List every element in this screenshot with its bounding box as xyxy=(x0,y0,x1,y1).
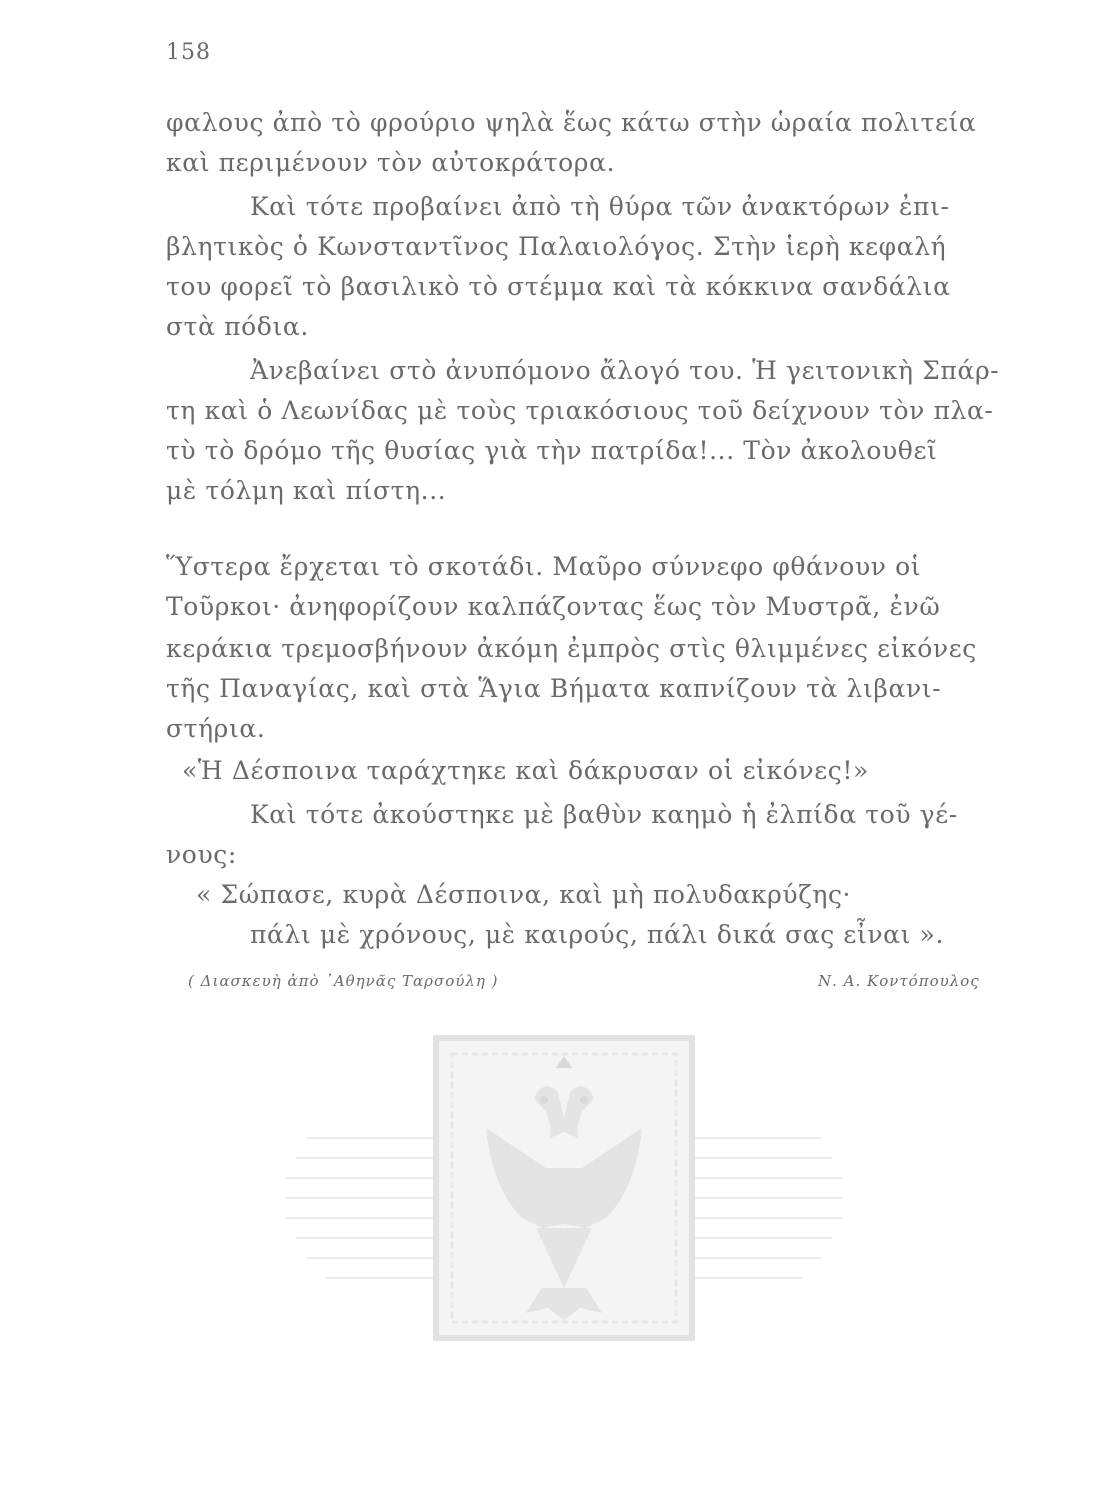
text-line: Ὕστερα ἔρχεται τὸ σκοτάδι. Μαῦρο σύννεφο φθάνουν οἱ xyxy=(166,552,922,581)
text-line: νους: xyxy=(166,840,237,869)
footer-author: Ν. Α. Κοντόπουλος xyxy=(818,972,980,990)
text-line: πάλι μὲ χρόνους, μὲ καιρούς, πάλι δικά σας εἶναι ». xyxy=(250,920,945,949)
text-line: τὺ τὸ δρόμο τῆς θυσίας γιὰ τὴν πατρίδα!... Τὸν ἀκολουθεῖ xyxy=(166,436,938,465)
text-line: κεράκια τρεμοσβήνουν ἀκόμη ἐμπρὸς στὶς θλιμμένες εἰκόνες xyxy=(166,634,977,663)
text-line: καὶ περιμένουν τὸν αὐτοκράτορα. xyxy=(166,148,616,177)
page-number: 158 xyxy=(166,40,211,65)
text-line: Τοῦρκοι· ἀνηφορίζουν καλπάζοντας ἕως τὸν Μυστρᾶ, ἐνῶ xyxy=(166,592,941,621)
text-line: Καὶ τότε ἀκούστηκε μὲ βαθὺν καημὸ ἡ ἐλπίδα τοῦ γέ- xyxy=(250,800,958,829)
text-line: μὲ τόλμη καὶ πίστη... xyxy=(166,476,447,505)
text-line: στὰ πόδια. xyxy=(166,312,309,341)
text-line: « Σώπασε, κυρὰ Δέσποινα, καὶ μὴ πολυδακρύζης· xyxy=(196,880,852,909)
text-line: Καὶ τότε προβαίνει ἀπὸ τὴ θύρα τῶν ἀνακτόρων ἐπι- xyxy=(250,192,950,221)
text-line: βλητικὸς ὁ Κωνσταντῖνος Παλαιολόγος. Στὴν ἱερὴ κεφαλή xyxy=(166,232,947,261)
double-headed-eagle-icon xyxy=(286,1028,842,1358)
text-line: τῆς Παναγίας, καὶ στὰ Ἅγια Βήματα καπνίζουν τὰ λιβανι- xyxy=(166,674,942,703)
footer-source: ( Διασκευὴ ἀπὸ ᾿Αθηνᾶς Ταρσούλη ) xyxy=(188,972,499,990)
text-line: τη καὶ ὁ Λεωνίδας μὲ τοὺς τριακόσιους τοῦ δείχνουν τὸν πλα- xyxy=(166,396,994,425)
text-line: Ἀνεβαίνει στὸ ἀνυπόμονο ἄλογό του. Ἡ γειτονικὴ Σπάρ- xyxy=(250,356,1000,385)
text-line: «Ἡ Δέσποινα ταράχτηκε καὶ δάκρυσαν οἱ εἰκόνες!» xyxy=(182,756,869,785)
text-line: φαλους ἀπὸ τὸ φρούριο ψηλὰ ἕως κάτω στὴν ὡραία πολιτεία xyxy=(166,108,977,137)
text-line: του φορεῖ τὸ βασιλικὸ τὸ στέμμα καὶ τὰ κόκκινα σανδάλια xyxy=(166,272,951,301)
text-line: στήρια. xyxy=(166,714,266,743)
